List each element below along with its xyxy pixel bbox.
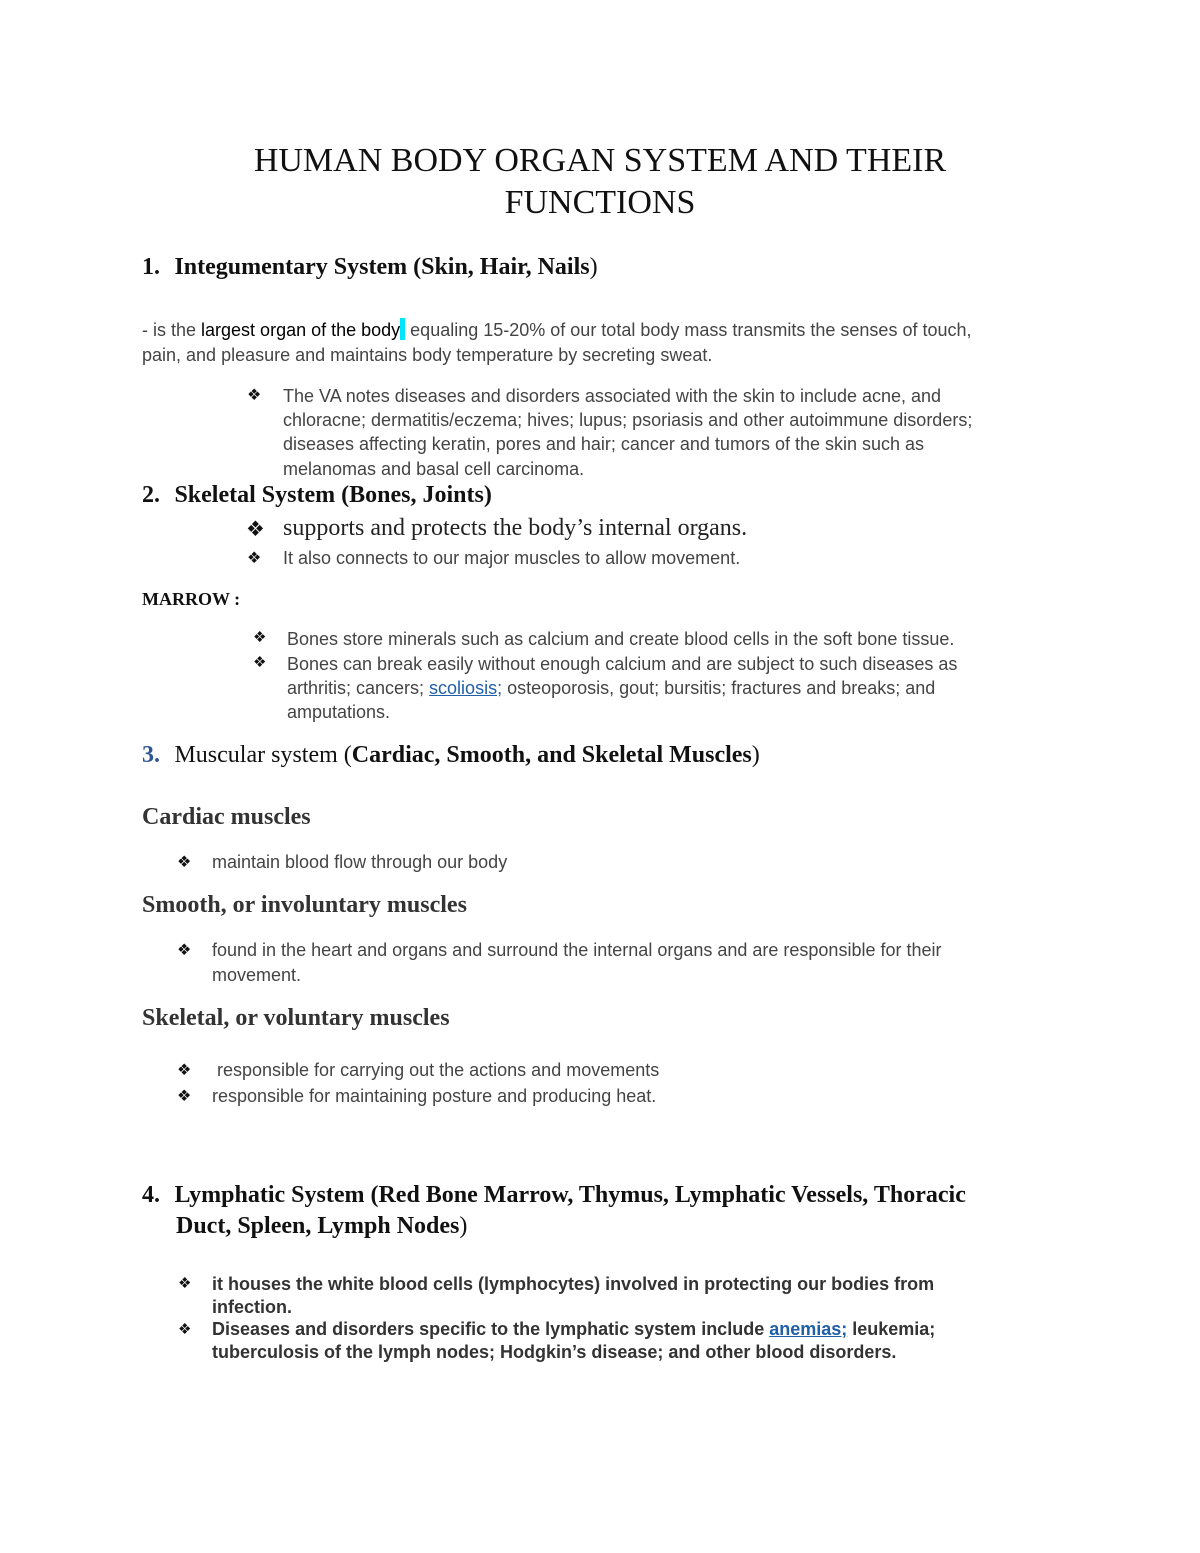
marrow-bullet-2-line2: arthritis; cancers; scoliosis; osteoporosis, gout; bursitis; fractures and breaks; and [287,678,936,698]
diamond-bullet-icon: ❖ [177,1062,192,1079]
section-4-heading-line2 [176,1213,467,1240]
section-1-bullet-line: diseases affecting keratin, pores and hair; cancer and tumors of the skin such as [283,434,925,454]
marrow-bullet-1: Bones store minerals such as calcium and create blood cells in the soft bone tissue. [287,629,955,649]
section-3-number: 3. [142,742,160,768]
section-2-bullet-1: supports and protects the body’s internal organs. [283,515,748,541]
cardiac-bullet-1: maintain blood flow through our body [212,852,508,872]
skeletal-bullet-2: responsible for maintaining posture and producing heat. [212,1086,657,1106]
section-1-bullet-line: melanomas and basal cell carcinoma. [283,459,585,479]
section-1-description-line2: pain, and pleasure and maintains body temperature by secreting sweat. [142,345,713,365]
section-1-bullet-line: chloracne; dermatitis/eczema; hives; lupus; psoriasis and other autoimmune disorders; [283,410,973,430]
section-3-name: Muscular system ( [174,742,352,768]
diamond-bullet-icon: ❖ [246,518,265,541]
section-3-close: ) [751,742,760,768]
section-2-name: Skeletal System ( [174,482,350,508]
diamond-bullet-icon: ❖ [177,1088,192,1105]
section-2-parts: Bones, Joints [349,482,484,508]
highlighted-phrase: largest organ of the body [201,320,401,340]
skeletal-bullet-1: responsible for carrying out the actions and movements [212,1060,660,1080]
skeletal-muscles-heading: Skeletal, or voluntary muscles [142,1005,450,1031]
lymphatic-bullet-1-line1: it houses the white blood cells (lymphocytes) involved in protecting our bodies from [212,1274,935,1294]
outline-diamond-bullet-icon: ❖ [178,1321,192,1338]
diamond-bullet-icon: ❖ [247,387,262,404]
outline-diamond-bullet-icon: ❖ [253,629,267,646]
diamond-bullet-icon: ❖ [247,550,262,567]
diamond-bullet-icon: ❖ [177,854,192,871]
section-3-parts: Cardiac, Smooth, and Skeletal Muscles [351,742,752,768]
marrow-bullet-2-line3: amputations. [287,702,391,722]
lymphatic-bullet-1-line2: infection. [212,1297,292,1317]
section-4-close: ) [459,1213,468,1239]
marrow-label: MARROW : [142,589,241,609]
section-2-close: ) [483,482,492,508]
lymphatic-bullet-2-line2: tuberculosis of the lymph nodes; Hodgkin’s disease; and other blood disorders. [212,1342,897,1362]
scoliosis-link[interactable]: scoliosis; [429,678,503,698]
page-title-line1: HUMAN BODY ORGAN SYSTEM AND THEIR [253,142,947,179]
section-1-description-line1: - is the largest organ of the body equaling 15-20% of our total body mass transmits the senses of touch, [142,320,972,340]
section-1-name: Integumentary System ( [174,254,422,280]
smooth-bullet-1-line2: movement. [212,965,302,985]
section-4-number: 4. [142,1182,160,1208]
section-1-heading [142,254,598,281]
lymphatic-bullet-2-line1: Diseases and disorders specific to the lymphatic system include anemias; leukemia; [212,1319,936,1339]
section-2-heading [142,482,492,509]
smooth-muscles-heading: Smooth, or involuntary muscles [142,892,467,918]
section-2-bullet-2: It also connects to our major muscles to allow movement. [283,548,741,568]
section-1-bullet-line: The VA notes diseases and disorders associated with the skin to include acne, and [283,386,942,406]
section-4-parts-line1: Red Bone Marrow, Thymus, Lymphatic Vessels, Thoracic [378,1182,966,1208]
section-3-heading [142,742,760,769]
marrow-bullet-2-line1: Bones can break easily without enough calcium and are subject to such diseases as [287,654,958,674]
section-1-parts: Skin, Hair, Nails [421,254,590,280]
section-4-heading-line1 [142,1182,966,1209]
anemias-link[interactable]: anemias; [769,1319,848,1339]
outline-diamond-bullet-icon: ❖ [178,1275,192,1292]
outline-diamond-bullet-icon: ❖ [253,654,267,671]
section-1-close: ) [589,254,598,280]
section-4-parts-line2: Duct, Spleen, Lymph Nodes [176,1213,460,1239]
section-1-number: 1. [142,254,160,280]
cardiac-muscles-heading: Cardiac muscles [142,804,311,830]
smooth-bullet-1-line1: found in the heart and organs and surround the internal organs and are responsible for their [212,940,942,960]
page-title-line2: FUNCTIONS [504,184,696,221]
section-2-number: 2. [142,482,160,508]
diamond-bullet-icon: ❖ [177,942,192,959]
section-4-name: Lymphatic System ( [174,1182,379,1208]
